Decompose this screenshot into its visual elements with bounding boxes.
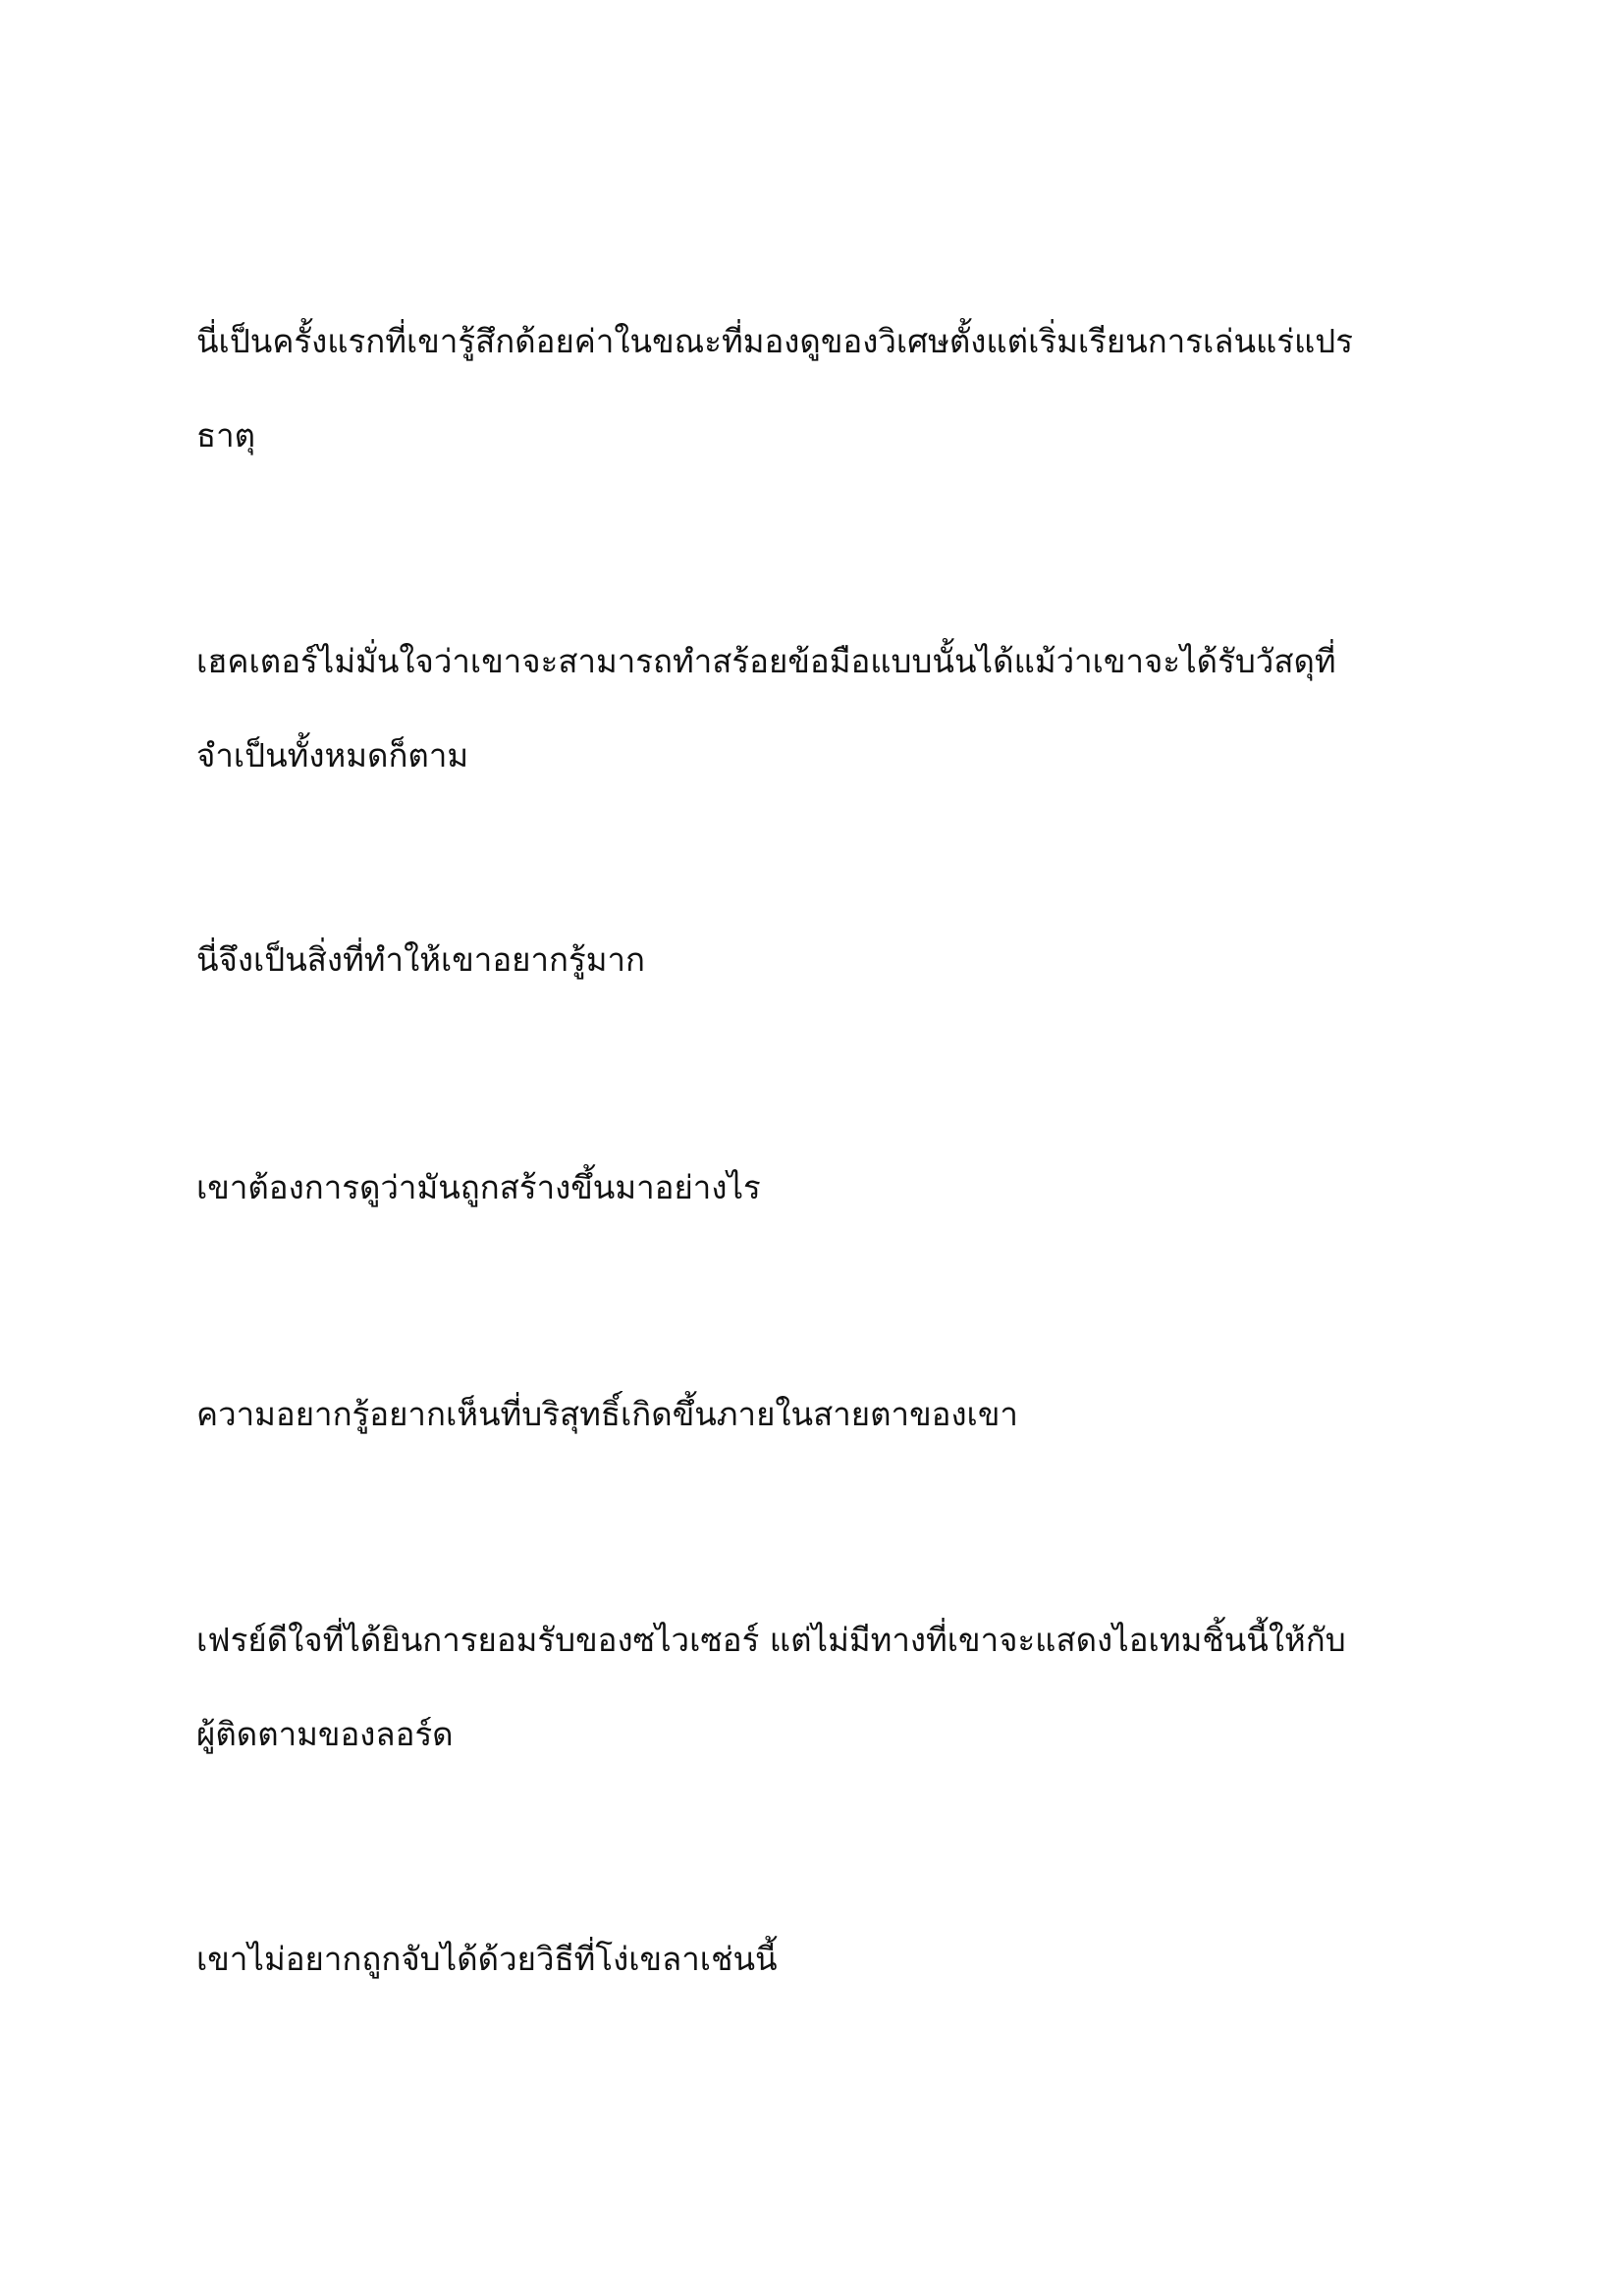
paragraph-line: นี่เป็นครั้งแรกที่เขารู้สึกด้อยค่าในขณะที่มองดูของวิเศษตั้งแต่เริ่มเรียนการเล่นแร่แปร bbox=[196, 322, 1353, 360]
paragraph-2 bbox=[196, 614, 1434, 803]
paragraph-line: เฟรย์ดีใจที่ได้ยินการยอมรับของซไวเซอร์ แต่ไม่มีทางที่เขาจะแสดงไอเทมชิ้นนี้ให้กับ bbox=[196, 1621, 1346, 1659]
paragraph-line: เขาไม่อยากถูกจับได้ด้วยวิธีที่โง่เขลาเช่นนี้ bbox=[196, 1940, 778, 1978]
paragraph-line: จำเป็นทั้งหมดก็ตาม bbox=[196, 736, 469, 774]
paragraph-1 bbox=[196, 294, 1434, 483]
paragraph-line: นี่จึงเป็นสิ่งที่ทำให้เขาอยากรู้มาก bbox=[196, 940, 645, 979]
paragraph-6 bbox=[196, 1593, 1434, 1782]
paragraph-7 bbox=[196, 1912, 1434, 2006]
paragraph-3 bbox=[196, 913, 1434, 1007]
paragraph-line: ผู้ติดตามของลอร์ด bbox=[196, 1715, 454, 1753]
paragraph-4 bbox=[196, 1141, 1434, 1235]
paragraph-line: เฮคเตอร์ไม่มั่นใจว่าเขาจะสามารถทำสร้อยข้อมือแบบนั้นได้แม้ว่าเขาจะได้รับวัสดุที่ bbox=[196, 642, 1336, 680]
paragraph-line: ความอยากรู้อยากเห็นที่บริสุทธิ์เกิดขึ้นภายในสายตาของเขา bbox=[196, 1395, 1018, 1433]
paragraph-5 bbox=[196, 1367, 1434, 1462]
paragraph-line: ธาตุ bbox=[196, 416, 256, 454]
paragraph-line: เขาต้องการดูว่ามันถูกสร้างขึ้นมาอย่างไร bbox=[196, 1168, 761, 1206]
